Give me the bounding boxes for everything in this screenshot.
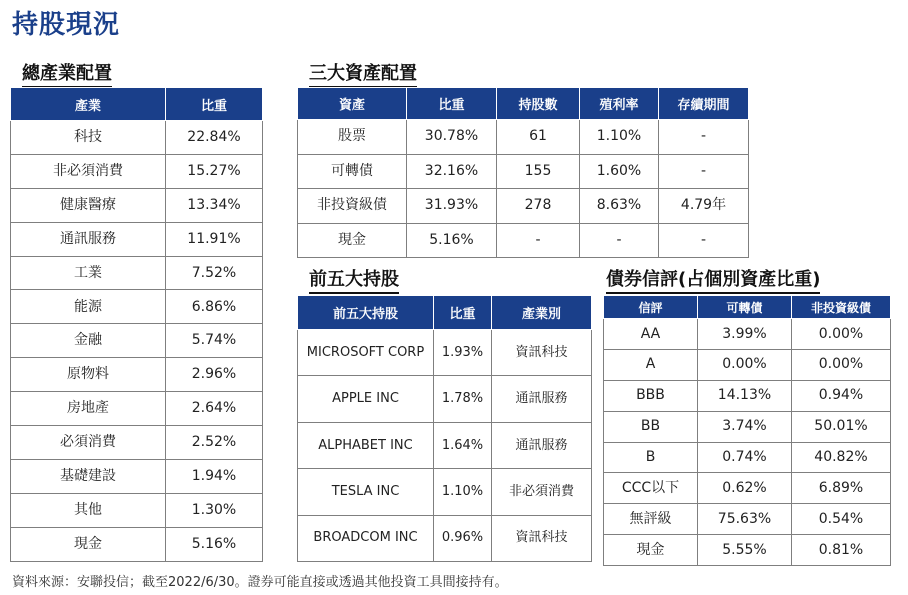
asset-cell: 278: [497, 189, 580, 224]
table-row: [11, 392, 263, 426]
asset-cell: 155: [497, 154, 580, 189]
industry-cell: 2.52%: [166, 426, 263, 460]
top5-cell: TESLA INC: [298, 469, 434, 515]
top5-cell: 1.93%: [434, 330, 492, 376]
table-row: [11, 527, 263, 561]
table-row: [11, 121, 263, 155]
industry-cell: 1.30%: [166, 493, 263, 527]
top5-cell: APPLE INC: [298, 376, 434, 422]
industry-cell: 5.16%: [166, 527, 263, 561]
asset-header-cell: 存續期間: [659, 88, 749, 120]
credit-cell: 14.13%: [698, 380, 792, 411]
credit-cell: 3.99%: [698, 319, 792, 350]
credit-cell: 6.89%: [792, 473, 891, 504]
table-row: [11, 154, 263, 188]
industry-cell: 科技: [11, 121, 166, 155]
top5-header-cell: 比重: [434, 296, 492, 330]
industry-cell: 房地產: [11, 392, 166, 426]
top5-holdings-table: [297, 295, 592, 562]
asset-cell: 4.79年: [659, 189, 749, 224]
table-row: [11, 188, 263, 222]
industry-cell: 金融: [11, 324, 166, 358]
table-row: [298, 330, 592, 376]
credit-cell: A: [604, 349, 698, 380]
industry-section-title: 總產業配置: [22, 59, 112, 88]
top5-cell: MICROSOFT CORP: [298, 330, 434, 376]
table-row: [604, 411, 891, 442]
asset-cell: -: [659, 120, 749, 155]
industry-cell: 其他: [11, 493, 166, 527]
credit-cell: 0.62%: [698, 473, 792, 504]
top5-cell: 資訊科技: [492, 515, 592, 561]
table-row: [604, 473, 891, 504]
credit-cell: 0.54%: [792, 504, 891, 535]
asset-cell: -: [659, 154, 749, 189]
credit-cell: 0.74%: [698, 442, 792, 473]
credit-header-cell: 信評: [604, 296, 698, 319]
industry-cell: 2.64%: [166, 392, 263, 426]
top5-header-cell: 前五大持股: [298, 296, 434, 330]
credit-cell: 0.81%: [792, 535, 891, 566]
top5-cell: 非必須消費: [492, 469, 592, 515]
industry-cell: 能源: [11, 290, 166, 324]
credit-cell: 0.94%: [792, 380, 891, 411]
industry-cell: 5.74%: [166, 324, 263, 358]
table-row: [11, 324, 263, 358]
asset-header-cell: 資產: [298, 88, 407, 120]
asset-cell: 32.16%: [407, 154, 497, 189]
table-row: [11, 256, 263, 290]
table-row: [298, 223, 749, 258]
credit-header-cell: 可轉債: [698, 296, 792, 319]
table-row: [604, 504, 891, 535]
table-row: [11, 358, 263, 392]
asset-header-cell: 比重: [407, 88, 497, 120]
credit-cell: BBB: [604, 380, 698, 411]
credit-cell: 現金: [604, 535, 698, 566]
top5-cell: 1.78%: [434, 376, 492, 422]
industry-allocation-table: [10, 87, 263, 562]
asset-cell: 可轉債: [298, 154, 407, 189]
table-row: [604, 535, 891, 566]
credit-cell: 0.00%: [698, 349, 792, 380]
industry-cell: 15.27%: [166, 154, 263, 188]
asset-cell: 1.60%: [580, 154, 659, 189]
credit-cell: 無評級: [604, 504, 698, 535]
asset-cell: -: [659, 223, 749, 258]
industry-header-cell: 產業: [11, 88, 166, 121]
table-row: [298, 376, 592, 422]
industry-cell: 原物料: [11, 358, 166, 392]
industry-header-cell: 比重: [166, 88, 263, 121]
table-row: [11, 493, 263, 527]
table-row: [298, 154, 749, 189]
asset-cell: 股票: [298, 120, 407, 155]
asset-cell: 1.10%: [580, 120, 659, 155]
credit-cell: 3.74%: [698, 411, 792, 442]
credit-cell: 0.00%: [792, 319, 891, 350]
top5-section-title: 前五大持股: [309, 265, 399, 294]
table-row: [298, 515, 592, 561]
source-footnote: 資料來源：安聯投信；截至2022/6/30。證券可能直接或透過其他投資工具間接持有。: [12, 575, 508, 590]
asset-cell: 現金: [298, 223, 407, 258]
table-row: [298, 120, 749, 155]
asset-cell: 61: [497, 120, 580, 155]
top5-cell: 通訊服務: [492, 422, 592, 468]
asset-cell: -: [580, 223, 659, 258]
top5-header-cell: 產業別: [492, 296, 592, 330]
industry-cell: 22.84%: [166, 121, 263, 155]
table-row: [604, 349, 891, 380]
credit-cell: BB: [604, 411, 698, 442]
page-title: 持股現況: [12, 10, 121, 40]
industry-cell: 通訊服務: [11, 222, 166, 256]
top5-cell: ALPHABET INC: [298, 422, 434, 468]
credit-cell: AA: [604, 319, 698, 350]
industry-cell: 工業: [11, 256, 166, 290]
asset-header-cell: 持股數: [497, 88, 580, 120]
credit-section-title: 債券信評(占個別資產比重): [606, 265, 820, 294]
top5-cell: 資訊科技: [492, 330, 592, 376]
table-row: [604, 380, 891, 411]
credit-cell: 75.63%: [698, 504, 792, 535]
industry-cell: 必須消費: [11, 426, 166, 460]
top5-cell: BROADCOM INC: [298, 515, 434, 561]
industry-cell: 13.34%: [166, 188, 263, 222]
industry-cell: 基礎建設: [11, 459, 166, 493]
industry-cell: 7.52%: [166, 256, 263, 290]
table-row: [11, 290, 263, 324]
table-row: [298, 469, 592, 515]
table-row: [604, 319, 891, 350]
top5-cell: 0.96%: [434, 515, 492, 561]
top5-cell: 通訊服務: [492, 376, 592, 422]
industry-cell: 1.94%: [166, 459, 263, 493]
asset-allocation-table: [297, 87, 749, 258]
credit-cell: CCC以下: [604, 473, 698, 504]
top5-cell: 1.64%: [434, 422, 492, 468]
industry-cell: 健康醫療: [11, 188, 166, 222]
industry-cell: 2.96%: [166, 358, 263, 392]
asset-cell: -: [497, 223, 580, 258]
asset-cell: 8.63%: [580, 189, 659, 224]
table-row: [298, 422, 592, 468]
table-row: [11, 222, 263, 256]
asset-cell: 31.93%: [407, 189, 497, 224]
table-row: [11, 459, 263, 493]
credit-cell: 50.01%: [792, 411, 891, 442]
table-row: [11, 426, 263, 460]
asset-header-cell: 殖利率: [580, 88, 659, 120]
top5-cell: 1.10%: [434, 469, 492, 515]
credit-header-cell: 非投資級債: [792, 296, 891, 319]
asset-cell: 30.78%: [407, 120, 497, 155]
industry-cell: 現金: [11, 527, 166, 561]
credit-cell: 5.55%: [698, 535, 792, 566]
industry-cell: 非必須消費: [11, 154, 166, 188]
asset-cell: 非投資級債: [298, 189, 407, 224]
table-row: [604, 442, 891, 473]
credit-cell: 40.82%: [792, 442, 891, 473]
credit-cell: 0.00%: [792, 349, 891, 380]
bond-rating-table: [603, 295, 891, 566]
industry-cell: 6.86%: [166, 290, 263, 324]
asset-cell: 5.16%: [407, 223, 497, 258]
credit-cell: B: [604, 442, 698, 473]
asset-section-title: 三大資產配置: [309, 59, 417, 88]
table-row: [298, 189, 749, 224]
industry-cell: 11.91%: [166, 222, 263, 256]
